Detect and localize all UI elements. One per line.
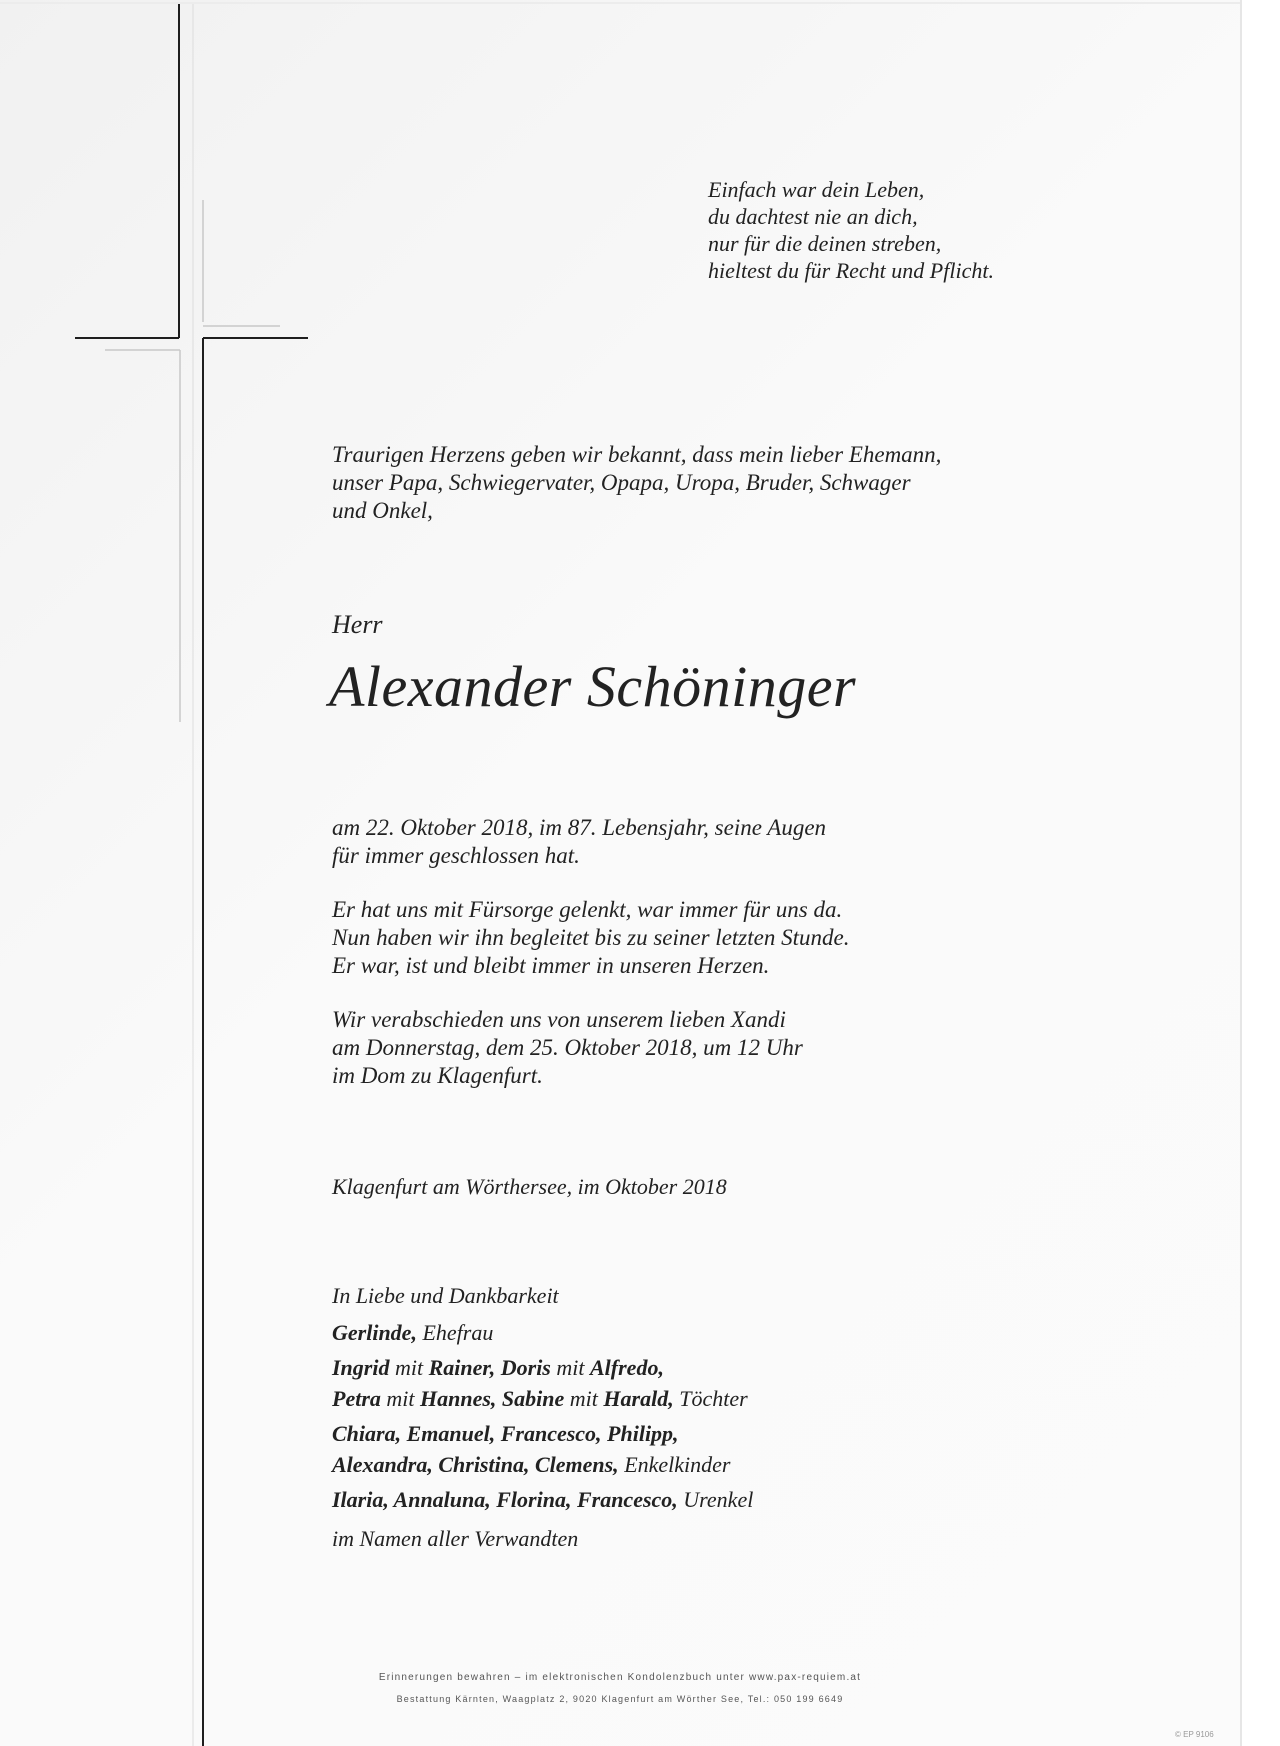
family-wife <box>332 1317 753 1348</box>
motto-line: Einfach war dein Leben, <box>708 177 925 202</box>
print-code: © EP 9106 <box>1175 1730 1214 1739</box>
motto-line: hieltest du für Recht und Pflicht. <box>708 258 994 283</box>
place-date-text: Klagenfurt am Wörthersee, im Oktober 2018 <box>332 1174 727 1199</box>
intro-line: Traurigen Herzens geben wir bekannt, dass mein lieber Ehemann, <box>332 442 942 467</box>
farewell-line: Wir verabschieden uns von unserem lieben Xandi <box>332 1007 786 1032</box>
daughter-name: Rainer, Doris <box>428 1355 551 1380</box>
tribute-line: Er war, ist und bleibt immer in unseren Herzen. <box>332 953 770 978</box>
great-grandchildren-names: Ilaria, Annaluna, Florina, Francesco, <box>332 1487 678 1512</box>
farewell-paragraph <box>332 1006 803 1090</box>
grandchildren-names: Alexandra, Christina, Clemens, <box>332 1452 619 1477</box>
grandchildren-role: Enkelkinder <box>618 1452 731 1477</box>
family-grandchildren-2 <box>332 1449 753 1480</box>
footer-address: Bestattung Kärnten, Waagplatz 2, 9020 Klagenfurt am Wörther See, Tel.: 050 199 6649 <box>396 1694 844 1704</box>
family-closing: im Namen aller Verwandten <box>332 1526 579 1551</box>
tribute-line: Nun haben wir ihn begleitet bis zu seiner letzten Stunde. <box>332 925 850 950</box>
tribute-line: Er hat uns mit Fürsorge gelenkt, war immer für uns da. <box>332 897 843 922</box>
farewell-line: am Donnerstag, dem 25. Oktober 2018, um 12 Uhr <box>332 1035 803 1060</box>
motto-line: du dachtest nie an dich, <box>708 204 918 229</box>
intro-line: unser Papa, Schwiegervater, Opapa, Uropa, Bruder, Schwager <box>332 470 911 495</box>
daughter-name: Harald, <box>603 1386 674 1411</box>
motto-verse <box>708 176 994 284</box>
wife-name: Gerlinde, <box>332 1320 417 1345</box>
death-notice-line: für immer geschlossen hat. <box>332 843 580 868</box>
death-notice-line: am 22. Oktober 2018, im 87. Lebensjahr, seine Augen <box>332 815 827 840</box>
wife-role: Ehefrau <box>416 1320 494 1345</box>
deceased-name: Alexander Schöninger <box>329 654 857 719</box>
cross-icon <box>0 0 320 1746</box>
grandchildren-names: Chiara, Emanuel, Francesco, Philipp, <box>332 1421 679 1446</box>
place-date <box>332 1173 727 1201</box>
connector: mit <box>389 1355 429 1380</box>
death-notice <box>332 814 826 870</box>
daughter-name: Hannes, Sabine <box>420 1386 565 1411</box>
intro-paragraph <box>332 441 941 525</box>
connector: mit <box>550 1355 590 1380</box>
family-grandchildren-1 <box>332 1418 753 1449</box>
family-great-grandchildren <box>332 1484 753 1515</box>
connector: mit <box>380 1386 421 1411</box>
intro-line: und Onkel, <box>332 498 433 523</box>
daughter-name: Ingrid <box>332 1355 390 1380</box>
daughters-role: Töchter <box>673 1386 748 1411</box>
salutation: Herr <box>332 610 383 639</box>
family-daughters-2 <box>332 1383 753 1414</box>
motto-line: nur für die deinen streben, <box>708 231 942 256</box>
great-grandchildren-role: Urenkel <box>677 1487 754 1512</box>
tribute-paragraph <box>332 896 849 980</box>
daughter-name: Alfredo, <box>590 1355 664 1380</box>
connector: mit <box>564 1386 604 1411</box>
daughter-name: Petra <box>332 1386 381 1411</box>
family-heading: In Liebe und Dankbarkeit <box>332 1283 559 1308</box>
farewell-line: im Dom zu Klagenfurt. <box>332 1063 543 1088</box>
family-list <box>332 1280 753 1554</box>
footer-condolence: Erinnerungen bewahren – im elektronischen Kondolenzbuch unter www.pax-requiem.at <box>378 1672 862 1683</box>
family-daughters-1 <box>332 1352 753 1383</box>
